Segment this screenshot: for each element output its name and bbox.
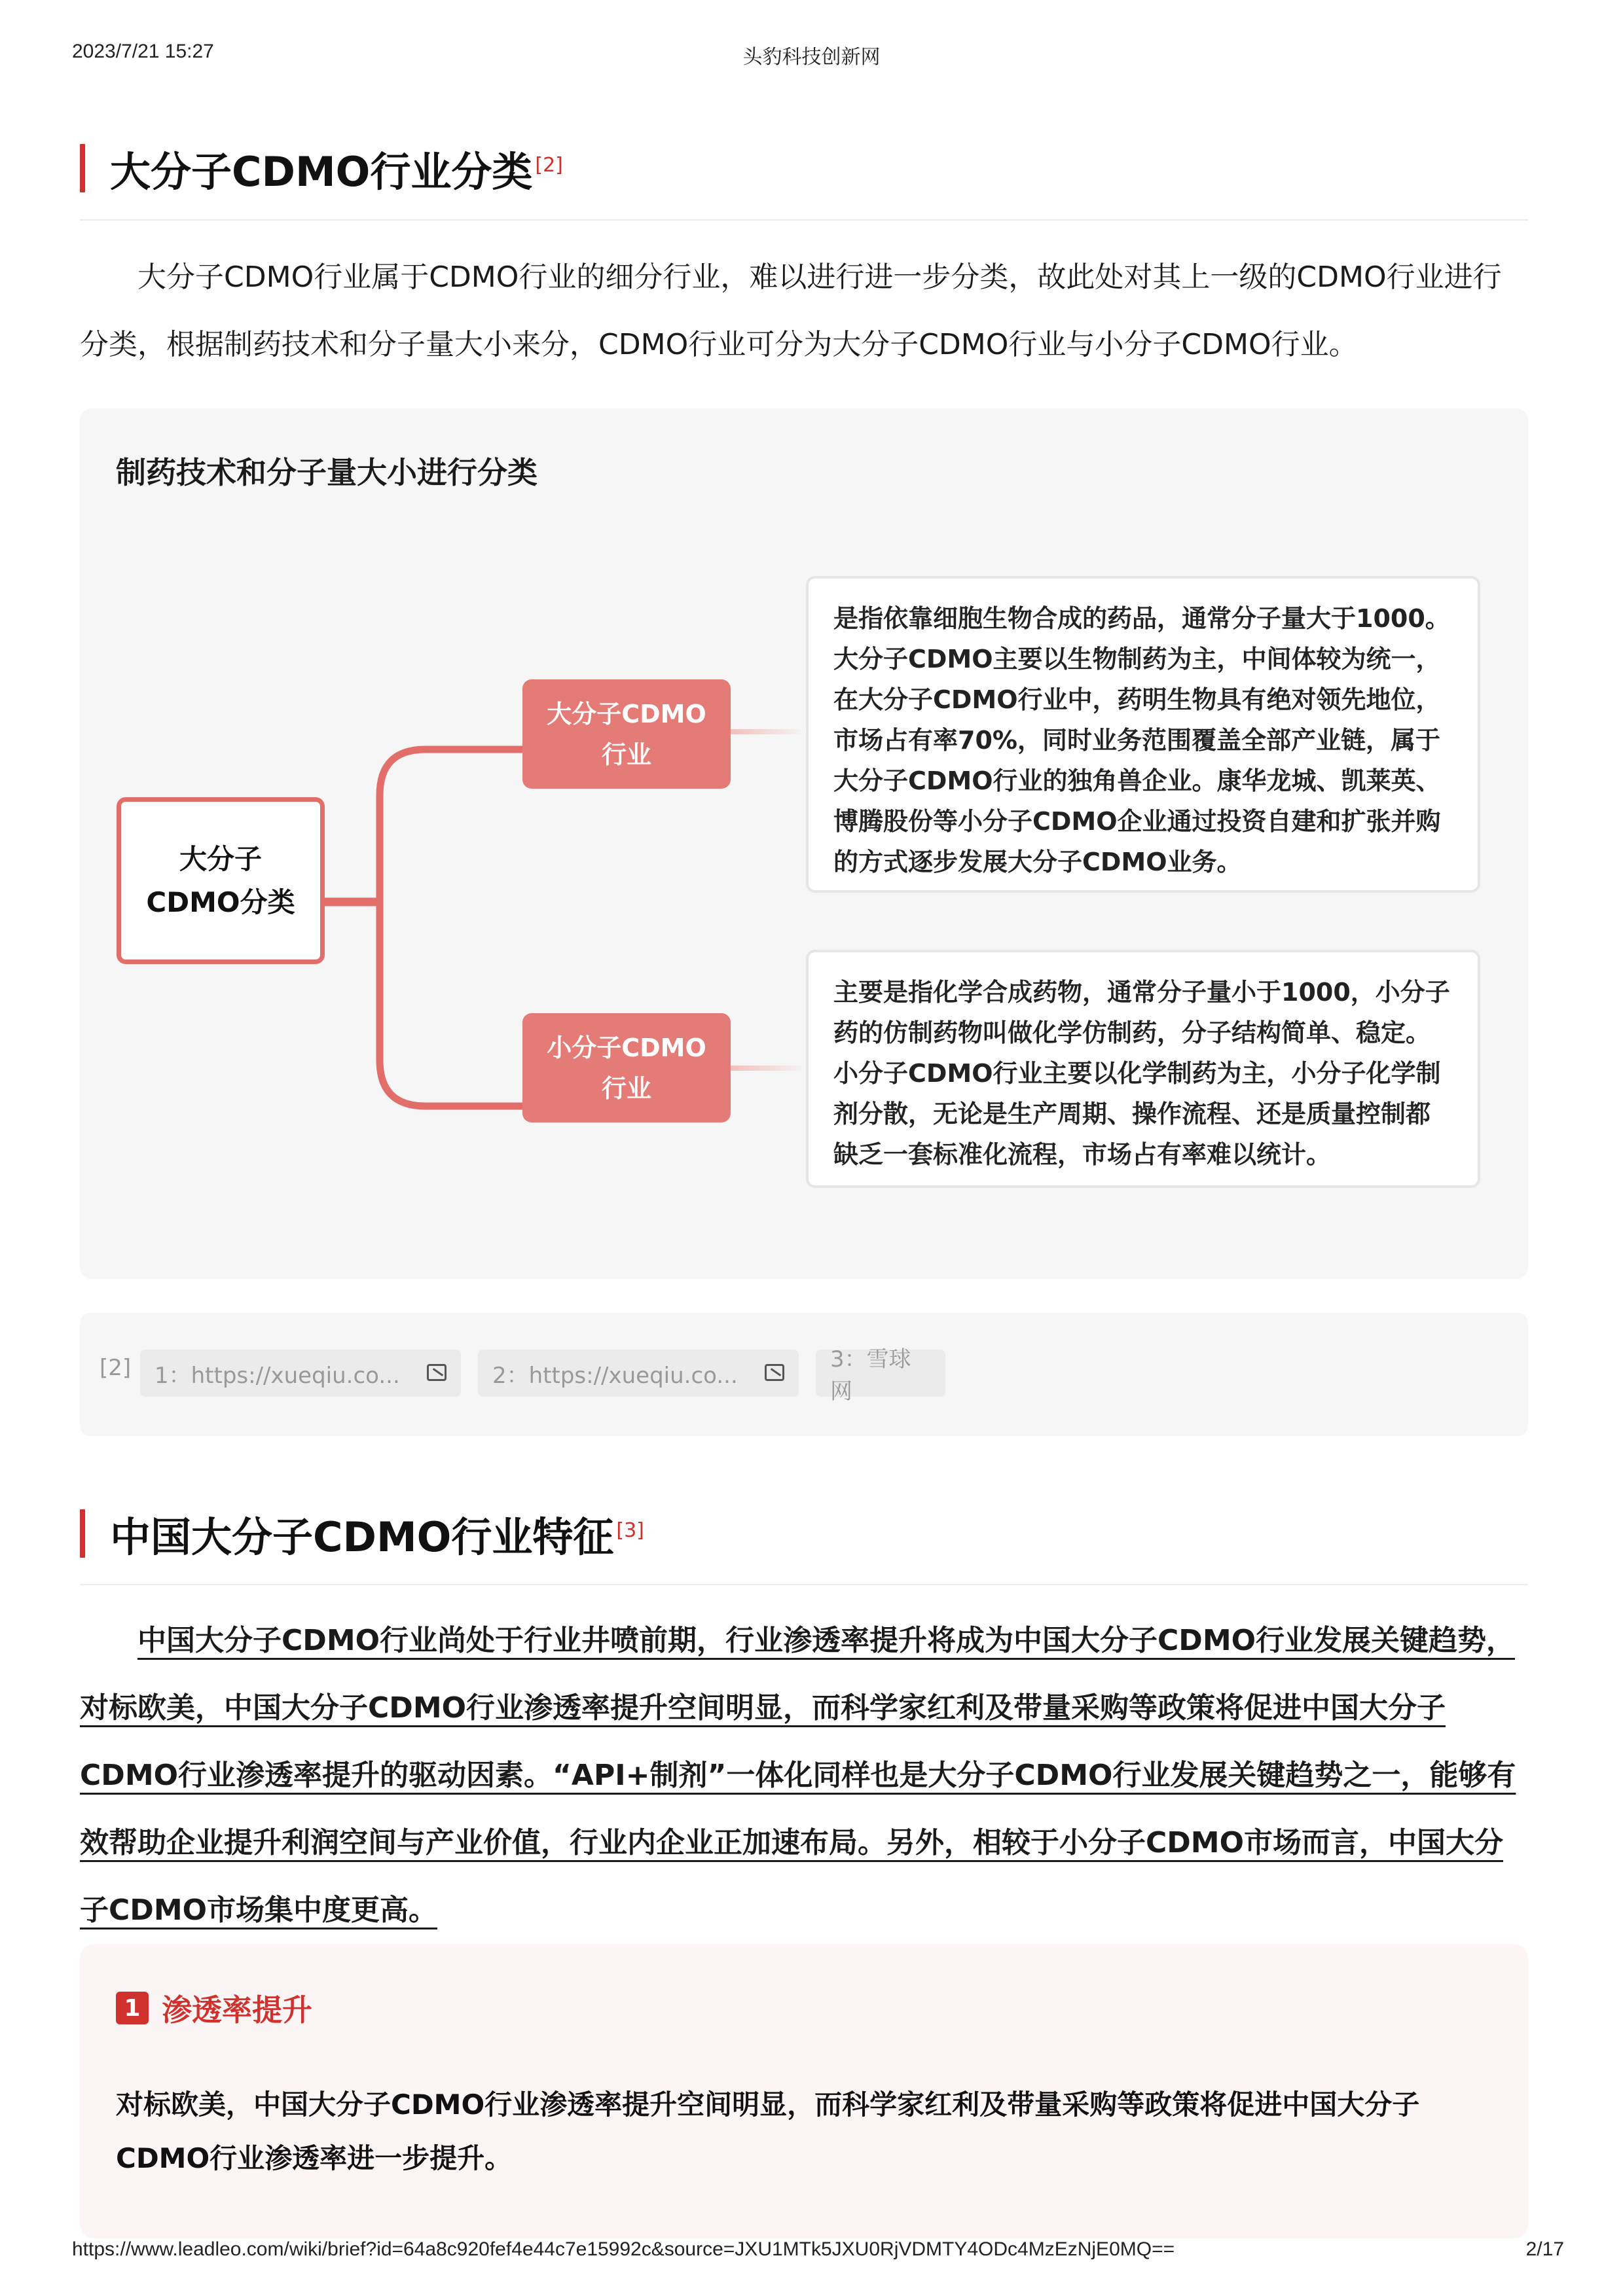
section-title: 中国大分子CDMO行业特征 [3] bbox=[110, 1513, 644, 1561]
reference-marker[interactable]: [3] bbox=[616, 1518, 644, 1542]
reference-link-label: 1：https://xueqiu.co... bbox=[155, 1362, 400, 1389]
print-datetime: 2023/7/21 15:27 bbox=[72, 41, 214, 62]
feature-title: 渗透率提升 bbox=[162, 1992, 312, 2028]
branch-node-small-molecule: 小分子CDMO行业 bbox=[522, 1013, 731, 1122]
reference-link-3[interactable] bbox=[816, 1346, 945, 1405]
reference-link-label: 2：https://xueqiu.co... bbox=[492, 1362, 738, 1389]
reference-link-1[interactable] bbox=[140, 1350, 461, 1397]
feature-body: 对标欧美，中国大分子CDMO行业渗透率提升空间明显，而科学家红利及带量采购等政策将促进中国大分子CDMO行业渗透率进一步提升。 bbox=[116, 2089, 1420, 2174]
branch-description-small-molecule: 主要是指化学合成药物，通常分子量小于1000，小分子药的仿制药物叫做化学仿制药，分子结构简单、稳定。小分子CDMO行业主要以化学制药为主，小分子化学制剂分散，无论是生产周期、操作流程、还是质量控制都缺乏一套标准化流程，市场占有率难以统计。 bbox=[806, 950, 1480, 1188]
mindmap-root-node: 大分子CDMO分类 bbox=[117, 797, 325, 964]
external-link-icon[interactable] bbox=[765, 1364, 784, 1381]
reference-link-2[interactable] bbox=[478, 1350, 799, 1397]
print-site-name: 头豹科技创新网 bbox=[742, 46, 881, 68]
feature-header bbox=[116, 1986, 312, 2030]
reference-link-label: 3：雪球网 bbox=[830, 1346, 911, 1405]
section-divider bbox=[80, 219, 1528, 221]
feature-number-badge: 1 bbox=[116, 1992, 149, 2024]
heading-accent-bar bbox=[80, 1509, 85, 1558]
reference-marker[interactable]: [2] bbox=[535, 153, 563, 177]
intro-paragraph: 大分子CDMO行业属于CDMO行业的细分行业，难以进行进一步分类，故此处对其上一级的CDMO行业进行分类，根据制药技术和分子量大小来分，CDMO行业可分为大分子CDMO行业与小分子CDMO行业。 bbox=[80, 260, 1502, 361]
section-divider bbox=[80, 1584, 1528, 1585]
branch-node-large-molecule: 大分子CDMO行业 bbox=[522, 679, 731, 789]
section-heading-characteristics bbox=[80, 1504, 644, 1563]
external-link-icon[interactable] bbox=[427, 1364, 447, 1381]
feature-card-penetration bbox=[80, 1944, 1528, 2238]
diagram-title: 制药技术和分子量大小进行分类 bbox=[116, 455, 538, 490]
branch-description-large-molecule: 是指依靠细胞生物合成的药品，通常分子量大于1000。大分子CDMO主要以生物制药为主，中间体较为统一，在大分子CDMO行业中，药明生物具有绝对领先地位，市场占有率70%，同时业务范围覆盖全部产业链，属于大分子CDMO行业的独角兽企业。康华龙城、凯莱英、博腾股份等小分子CDMO企业通过投资自建和扩张并购的方式逐步发展大分子CDMO业务。 bbox=[806, 576, 1480, 893]
references-bar bbox=[80, 1313, 1528, 1436]
reference-tag: [2] bbox=[100, 1355, 132, 1381]
print-url: https://www.leadleo.com/wiki/brief?id=64a8c920fef4e44c7e15992c&source=JXU1MTk5JXU0RjVDMTY4ODc4MzEzNjE0MQ== bbox=[72, 2238, 1175, 2260]
heading-accent-bar bbox=[80, 144, 85, 192]
print-footer bbox=[0, 2238, 1623, 2278]
characteristics-summary: 中国大分子CDMO行业尚处于行业井喷前期，行业渗透率提升将成为中国大分子CDMO行业发展关键趋势，对标欧美，中国大分子CDMO行业渗透率提升空间明显，而科学家红利及带量采购等政策将促进中国大分子CDMO行业渗透率提升的驱动因素。“API+制剂”一体化同样也是大分子CDMO行业发展关键趋势之一，能够有效帮助企业提升利润空间与产业价值，行业内企业正加速布局。另外，相较于小分子CDMO市场而言，中国大分子CDMO市场集中度更高。 bbox=[80, 1624, 1516, 1927]
section-title: 大分子CDMO行业分类 [2] bbox=[110, 147, 563, 196]
page-number: 2/17 bbox=[1525, 2238, 1564, 2260]
print-header bbox=[0, 41, 1623, 80]
section-heading-classification bbox=[80, 139, 563, 198]
